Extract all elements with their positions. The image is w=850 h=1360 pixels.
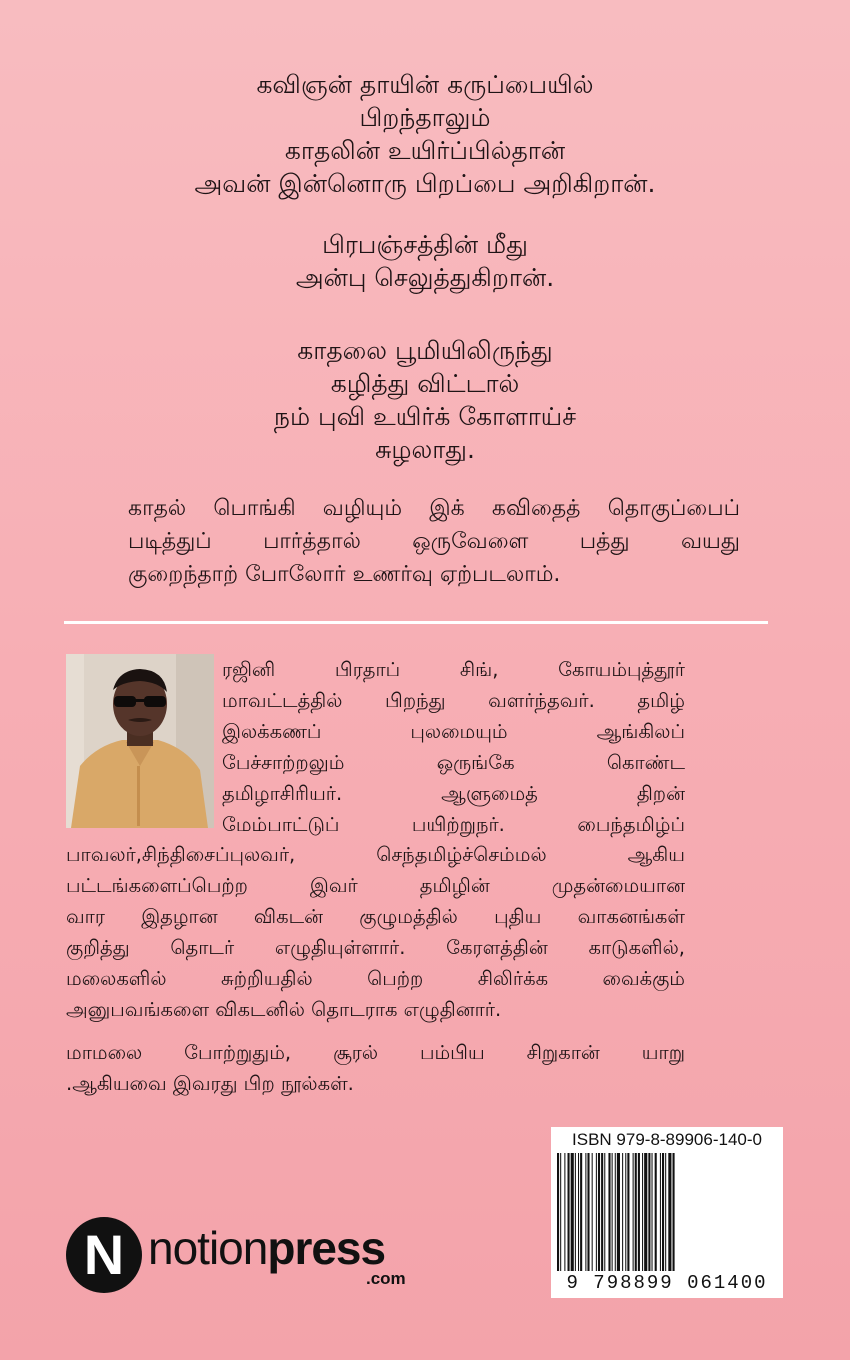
poem-line: காதலின் உயிர்ப்பில்தான் xyxy=(284,136,566,165)
author-bio-side xyxy=(222,654,685,840)
publisher-name-part1: notion xyxy=(148,1222,268,1274)
barcode-bar xyxy=(571,1153,574,1271)
publisher-mark-icon xyxy=(66,1217,142,1293)
isbn-barcode xyxy=(551,1127,783,1298)
bio-line: பட்டங்களைப்பெற்ற இவர் தமிழின் முதன்மையான xyxy=(66,874,685,897)
poem-stanza-1 xyxy=(0,68,850,200)
poem-stanza-3 xyxy=(0,334,850,466)
barcode-bar xyxy=(652,1153,653,1271)
bio-line: மாவட்டத்தில் பிறந்து வளர்ந்தவர். தமிழ் xyxy=(222,689,685,712)
bio-line: இலக்கணப் புலமையும் ஆங்கிலப் xyxy=(222,720,685,743)
poem-line: அவன் இன்னொரு பிறப்பை அறிகிறான். xyxy=(194,169,656,198)
poem-line: சுழலாது. xyxy=(375,435,475,464)
barcode-bar xyxy=(627,1153,629,1271)
poem-line: கவிஞன் தாயின் கருப்பையில் xyxy=(256,70,594,99)
blurb-line: படித்துப் பார்த்தால் ஒருவேளை பத்து வயது xyxy=(128,529,740,554)
poem-line: நம் புவி உயிர்க் கோளாய்ச் xyxy=(273,402,577,431)
barcode-bar xyxy=(578,1153,579,1271)
barcode-digits: 9 798899 061400 xyxy=(566,1272,768,1294)
barcode-bar xyxy=(655,1153,657,1271)
publisher-mark-letter: N xyxy=(83,1223,125,1286)
barcode-bar xyxy=(601,1153,603,1271)
bio-line: மாமலை போற்றுதும், சூரல் பம்பிய சிறுகான் யாறு xyxy=(66,1041,685,1064)
barcode-bar xyxy=(648,1153,650,1271)
barcode-bar xyxy=(587,1153,589,1271)
bio-line: ரஜினி பிரதாப் சிங், கோயம்புத்தூர் xyxy=(222,658,685,681)
barcode-bar xyxy=(638,1153,640,1271)
barcode-bar xyxy=(585,1153,586,1271)
poem-line: காதலை பூமியிலிருந்து xyxy=(297,336,553,365)
bio-line: அனுபவங்களை விகடனில் தொடராக எழுதினார். xyxy=(66,998,502,1021)
barcode-bar xyxy=(662,1153,664,1271)
barcode-bar xyxy=(644,1153,647,1271)
barcode-bar xyxy=(575,1153,576,1271)
bio-line: தமிழாசிரியர். ஆளுமைத் திறன் xyxy=(222,782,685,805)
barcode-bar xyxy=(608,1153,610,1271)
barcode-bar xyxy=(622,1153,623,1271)
bio-line: பாவலர்,சிந்திசைப்புலவர், செந்தமிழ்ச்செம்மல் ஆகிய xyxy=(66,843,685,866)
author-photo xyxy=(66,654,214,828)
bio-line: மேம்பாட்டுப் பயிற்றுநர். பைந்தமிழ்ப் xyxy=(222,813,685,836)
bio-line: குறித்து தொடர் எழுதியுள்ளார். கேரளத்தின் காடுகளில், xyxy=(66,936,685,959)
bio-line: .ஆகியவை இவரது பிற நூல்கள். xyxy=(66,1072,354,1095)
barcode-bar xyxy=(596,1153,597,1271)
barcode-bar xyxy=(592,1153,593,1271)
poem-line: அன்பு செலுத்துகிறான். xyxy=(295,263,555,292)
barcode-bar xyxy=(612,1153,613,1271)
barcode-bar xyxy=(604,1153,605,1271)
barcode-bar xyxy=(580,1153,582,1271)
publisher-logo xyxy=(66,1217,426,1297)
barcode-bars xyxy=(557,1153,777,1271)
other-books xyxy=(66,1037,685,1099)
bio-line: வார இதழான விகடன் குழுமத்தில் புதிய வாகனங்கள் xyxy=(66,905,685,928)
barcode-bar xyxy=(598,1153,600,1271)
barcode-bar xyxy=(617,1153,620,1271)
barcode-bar xyxy=(564,1153,565,1271)
barcode-bar xyxy=(633,1153,634,1271)
barcode-bar xyxy=(635,1153,637,1271)
bio-line: மலைகளில் சுற்றியதில் பெற்ற சிலிர்க்க வைக்கும் xyxy=(66,967,685,990)
barcode-bar xyxy=(673,1153,675,1271)
blurb-line: குறைந்தாற் போலோர் உணர்வு ஏற்படலாம். xyxy=(128,562,561,587)
barcode-bar xyxy=(560,1153,561,1271)
barcode-bar xyxy=(660,1153,661,1271)
poem-stanza-2 xyxy=(0,228,850,294)
author-bio-full xyxy=(66,839,685,1025)
barcode-bar xyxy=(642,1153,643,1271)
barcode-bar xyxy=(665,1153,666,1271)
poem-line: கழித்து விட்டால் xyxy=(330,369,520,398)
barcode-bar xyxy=(568,1153,570,1271)
divider xyxy=(64,621,768,624)
publisher-domain: .com xyxy=(366,1269,406,1288)
blurb-line: காதல் பொங்கி வழியும் இக் கவிதைத் தொகுப்பைப் xyxy=(128,496,740,521)
publisher-name-part2: press xyxy=(267,1222,386,1274)
poem-line: பிறந்தாலும் xyxy=(359,103,491,132)
barcode-bar xyxy=(625,1153,626,1271)
publisher-name xyxy=(148,1221,385,1275)
isbn-label: ISBN 979-8-89906-140-0 xyxy=(572,1130,762,1149)
barcode-bar xyxy=(615,1153,616,1271)
barcode-bar xyxy=(557,1153,559,1271)
barcode-bar xyxy=(668,1153,671,1271)
poem-line: பிரபஞ்சத்தின் மீது xyxy=(322,230,528,259)
book-blurb xyxy=(128,492,740,591)
bio-line: பேச்சாற்றலும் ஒருங்கே கொண்ட xyxy=(222,751,685,774)
